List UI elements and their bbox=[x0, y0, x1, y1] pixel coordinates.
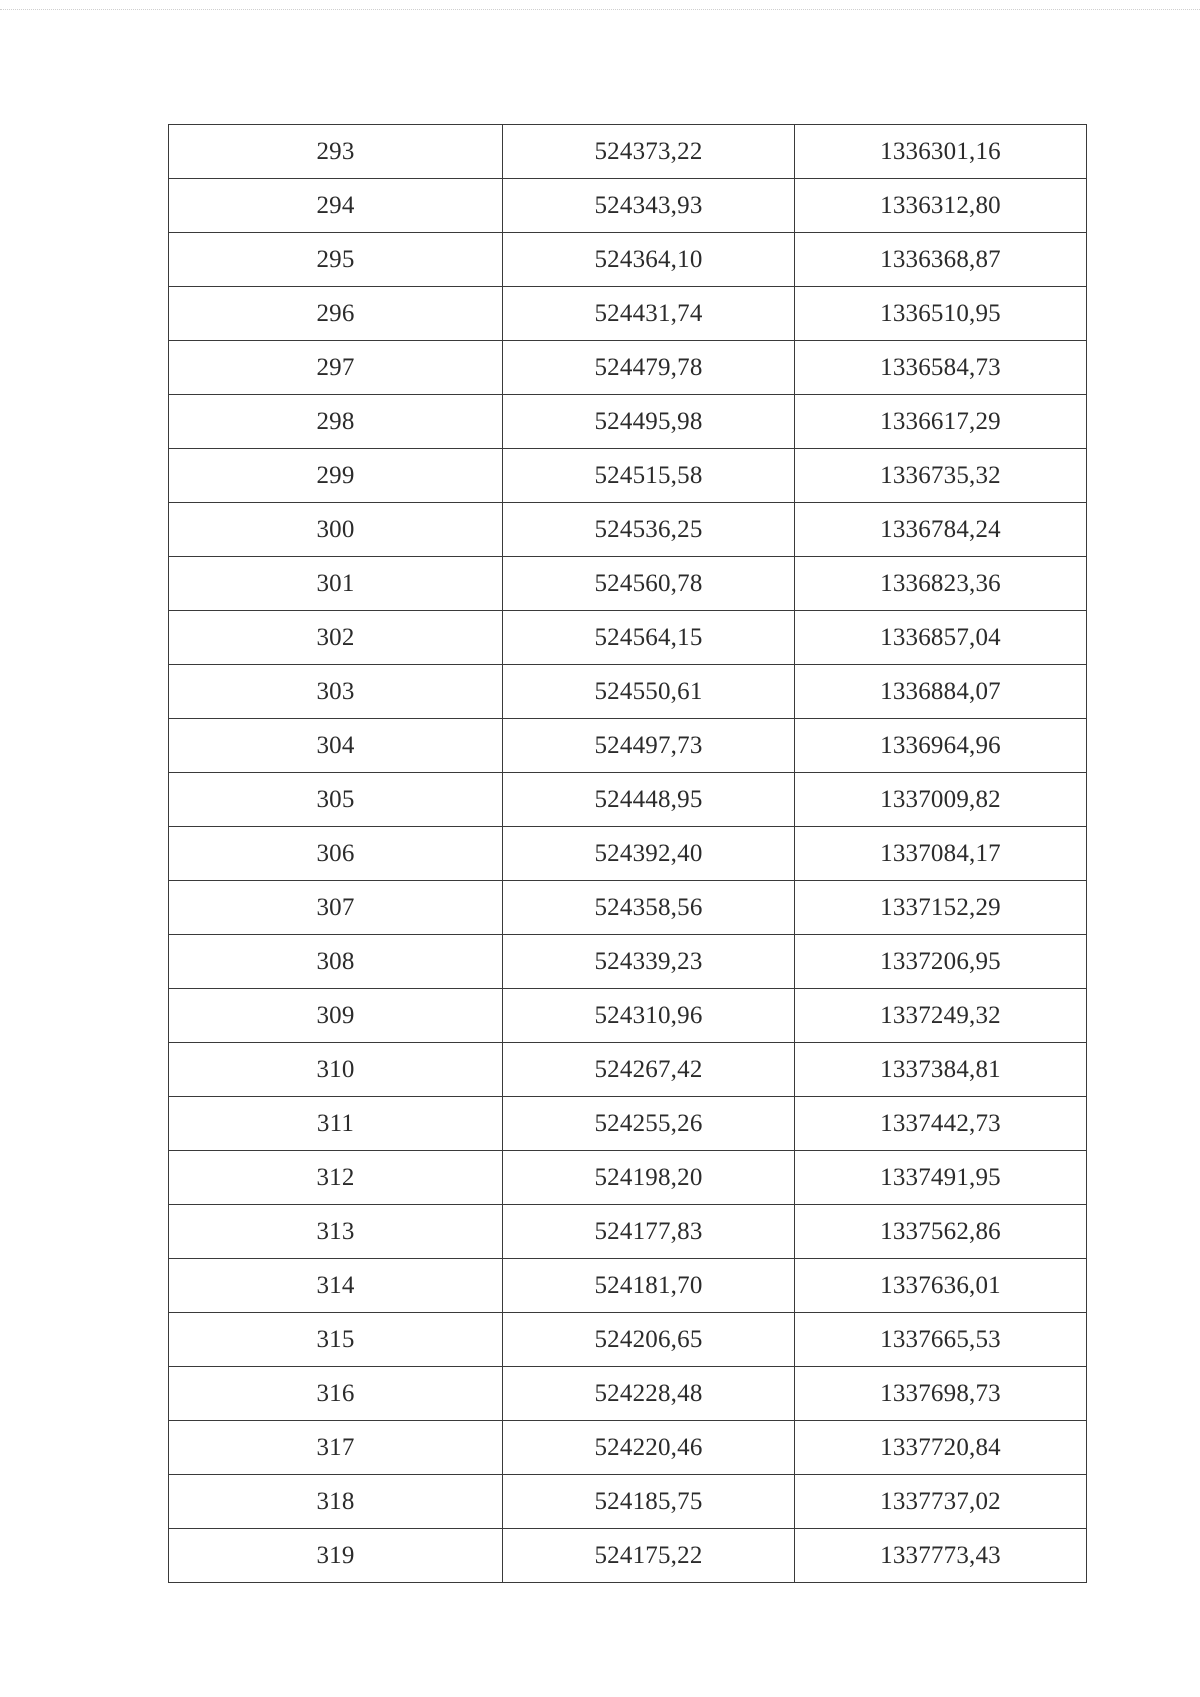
y-coordinate-cell: 1336510,95 bbox=[795, 287, 1087, 341]
x-coordinate-cell: 524550,61 bbox=[503, 665, 795, 719]
x-coordinate-cell: 524479,78 bbox=[503, 341, 795, 395]
point-number-cell: 293 bbox=[169, 125, 503, 179]
x-coordinate-cell: 524206,65 bbox=[503, 1313, 795, 1367]
point-number-cell: 299 bbox=[169, 449, 503, 503]
x-coordinate-cell: 524220,46 bbox=[503, 1421, 795, 1475]
y-coordinate-cell: 1337665,53 bbox=[795, 1313, 1087, 1367]
table-row bbox=[169, 1097, 1087, 1151]
y-coordinate-cell: 1337773,43 bbox=[795, 1529, 1087, 1583]
y-coordinate-cell: 1336617,29 bbox=[795, 395, 1087, 449]
point-number-cell: 309 bbox=[169, 989, 503, 1043]
x-coordinate-cell: 524497,73 bbox=[503, 719, 795, 773]
point-number-cell: 307 bbox=[169, 881, 503, 935]
coordinates-table-body bbox=[169, 125, 1087, 1583]
point-number-cell: 302 bbox=[169, 611, 503, 665]
x-coordinate-cell: 524364,10 bbox=[503, 233, 795, 287]
y-coordinate-cell: 1337206,95 bbox=[795, 935, 1087, 989]
point-number-cell: 308 bbox=[169, 935, 503, 989]
table-row bbox=[169, 611, 1087, 665]
table-row bbox=[169, 125, 1087, 179]
y-coordinate-cell: 1336823,36 bbox=[795, 557, 1087, 611]
point-number-cell: 316 bbox=[169, 1367, 503, 1421]
point-number-cell: 294 bbox=[169, 179, 503, 233]
y-coordinate-cell: 1337384,81 bbox=[795, 1043, 1087, 1097]
table-row bbox=[169, 881, 1087, 935]
table-row bbox=[169, 935, 1087, 989]
y-coordinate-cell: 1337737,02 bbox=[795, 1475, 1087, 1529]
table-row bbox=[169, 1259, 1087, 1313]
y-coordinate-cell: 1336312,80 bbox=[795, 179, 1087, 233]
point-number-cell: 303 bbox=[169, 665, 503, 719]
point-number-cell: 300 bbox=[169, 503, 503, 557]
x-coordinate-cell: 524392,40 bbox=[503, 827, 795, 881]
y-coordinate-cell: 1336735,32 bbox=[795, 449, 1087, 503]
table-row bbox=[169, 1529, 1087, 1583]
point-number-cell: 314 bbox=[169, 1259, 503, 1313]
y-coordinate-cell: 1337491,95 bbox=[795, 1151, 1087, 1205]
point-number-cell: 318 bbox=[169, 1475, 503, 1529]
y-coordinate-cell: 1336884,07 bbox=[795, 665, 1087, 719]
y-coordinate-cell: 1336301,16 bbox=[795, 125, 1087, 179]
point-number-cell: 313 bbox=[169, 1205, 503, 1259]
table-row bbox=[169, 1043, 1087, 1097]
x-coordinate-cell: 524310,96 bbox=[503, 989, 795, 1043]
table-row bbox=[169, 719, 1087, 773]
point-number-cell: 317 bbox=[169, 1421, 503, 1475]
y-coordinate-cell: 1336857,04 bbox=[795, 611, 1087, 665]
x-coordinate-cell: 524267,42 bbox=[503, 1043, 795, 1097]
table-row bbox=[169, 1205, 1087, 1259]
x-coordinate-cell: 524181,70 bbox=[503, 1259, 795, 1313]
x-coordinate-cell: 524255,26 bbox=[503, 1097, 795, 1151]
x-coordinate-cell: 524515,58 bbox=[503, 449, 795, 503]
table-row bbox=[169, 1421, 1087, 1475]
x-coordinate-cell: 524448,95 bbox=[503, 773, 795, 827]
x-coordinate-cell: 524536,25 bbox=[503, 503, 795, 557]
y-coordinate-cell: 1337152,29 bbox=[795, 881, 1087, 935]
y-coordinate-cell: 1337084,17 bbox=[795, 827, 1087, 881]
table-row bbox=[169, 1151, 1087, 1205]
table-row bbox=[169, 341, 1087, 395]
point-number-cell: 295 bbox=[169, 233, 503, 287]
point-number-cell: 305 bbox=[169, 773, 503, 827]
y-coordinate-cell: 1336964,96 bbox=[795, 719, 1087, 773]
y-coordinate-cell: 1337562,86 bbox=[795, 1205, 1087, 1259]
x-coordinate-cell: 524198,20 bbox=[503, 1151, 795, 1205]
point-number-cell: 311 bbox=[169, 1097, 503, 1151]
point-number-cell: 301 bbox=[169, 557, 503, 611]
point-number-cell: 304 bbox=[169, 719, 503, 773]
y-coordinate-cell: 1337698,73 bbox=[795, 1367, 1087, 1421]
x-coordinate-cell: 524560,78 bbox=[503, 557, 795, 611]
x-coordinate-cell: 524177,83 bbox=[503, 1205, 795, 1259]
table-row bbox=[169, 665, 1087, 719]
point-number-cell: 297 bbox=[169, 341, 503, 395]
y-coordinate-cell: 1337249,32 bbox=[795, 989, 1087, 1043]
table-row bbox=[169, 827, 1087, 881]
y-coordinate-cell: 1337009,82 bbox=[795, 773, 1087, 827]
table-row bbox=[169, 503, 1087, 557]
point-number-cell: 306 bbox=[169, 827, 503, 881]
scan-edge-line bbox=[0, 9, 1200, 10]
y-coordinate-cell: 1336784,24 bbox=[795, 503, 1087, 557]
table-row bbox=[169, 1475, 1087, 1529]
y-coordinate-cell: 1337720,84 bbox=[795, 1421, 1087, 1475]
x-coordinate-cell: 524343,93 bbox=[503, 179, 795, 233]
point-number-cell: 315 bbox=[169, 1313, 503, 1367]
table-row bbox=[169, 557, 1087, 611]
x-coordinate-cell: 524339,23 bbox=[503, 935, 795, 989]
point-number-cell: 296 bbox=[169, 287, 503, 341]
point-number-cell: 312 bbox=[169, 1151, 503, 1205]
table-row bbox=[169, 233, 1087, 287]
coordinates-table bbox=[168, 124, 1087, 1583]
x-coordinate-cell: 524228,48 bbox=[503, 1367, 795, 1421]
x-coordinate-cell: 524185,75 bbox=[503, 1475, 795, 1529]
point-number-cell: 298 bbox=[169, 395, 503, 449]
table-row bbox=[169, 1367, 1087, 1421]
x-coordinate-cell: 524358,56 bbox=[503, 881, 795, 935]
table-row bbox=[169, 449, 1087, 503]
point-number-cell: 319 bbox=[169, 1529, 503, 1583]
y-coordinate-cell: 1336584,73 bbox=[795, 341, 1087, 395]
x-coordinate-cell: 524431,74 bbox=[503, 287, 795, 341]
y-coordinate-cell: 1337442,73 bbox=[795, 1097, 1087, 1151]
point-number-cell: 310 bbox=[169, 1043, 503, 1097]
table-row bbox=[169, 1313, 1087, 1367]
y-coordinate-cell: 1336368,87 bbox=[795, 233, 1087, 287]
y-coordinate-cell: 1337636,01 bbox=[795, 1259, 1087, 1313]
table-row bbox=[169, 773, 1087, 827]
table-row bbox=[169, 287, 1087, 341]
x-coordinate-cell: 524373,22 bbox=[503, 125, 795, 179]
table-row bbox=[169, 989, 1087, 1043]
x-coordinate-cell: 524564,15 bbox=[503, 611, 795, 665]
x-coordinate-cell: 524495,98 bbox=[503, 395, 795, 449]
table-row bbox=[169, 395, 1087, 449]
table-row bbox=[169, 179, 1087, 233]
x-coordinate-cell: 524175,22 bbox=[503, 1529, 795, 1583]
